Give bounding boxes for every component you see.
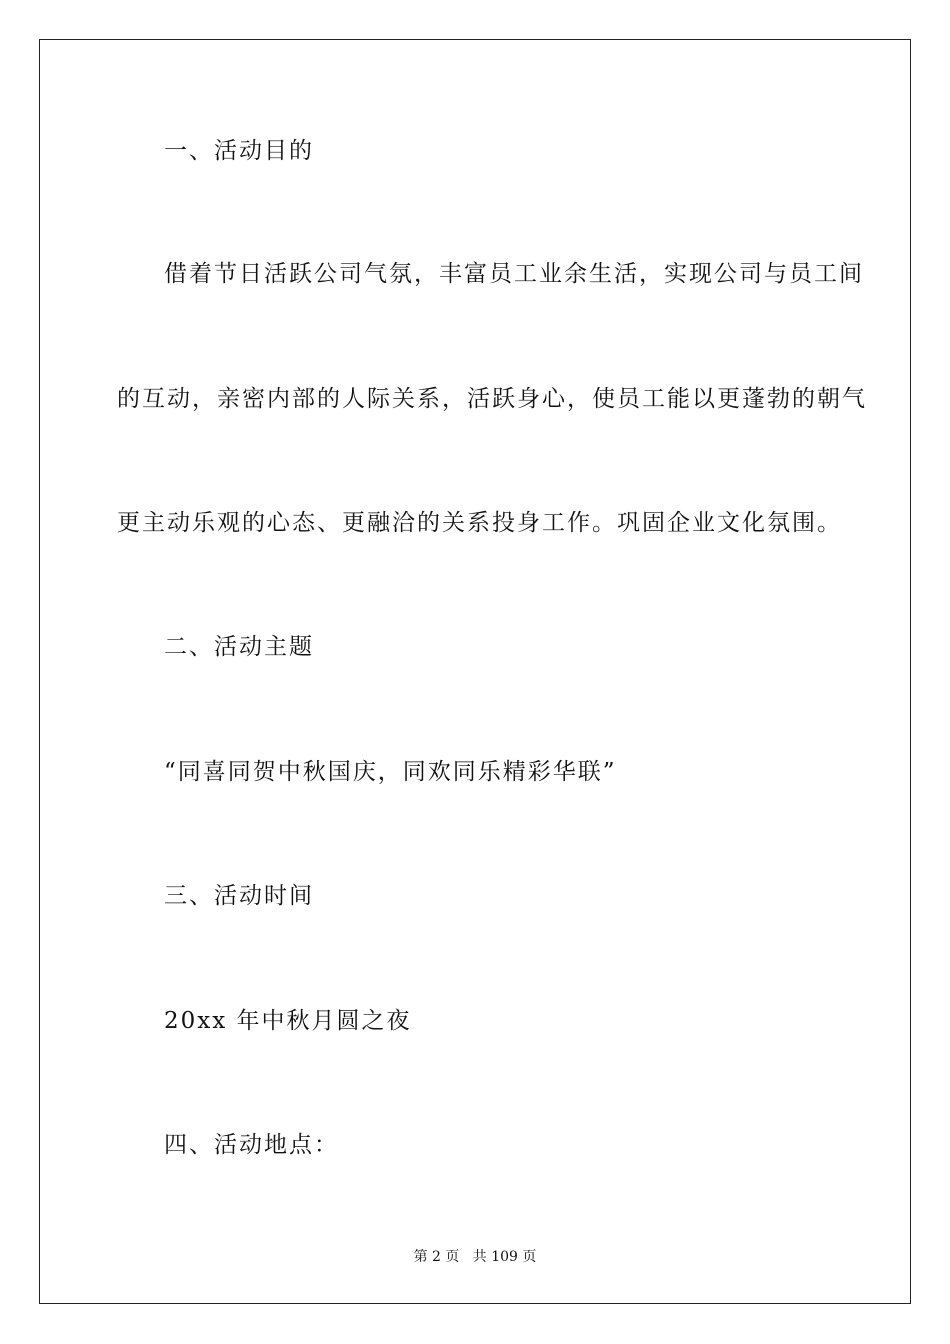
section3-heading: 三、活动时间: [164, 883, 314, 909]
section2-text: “同喜同贺中秋国庆，同欢同乐精彩华联”: [164, 759, 617, 785]
section1-paragraph-line1: 借着节日活跃公司气氛，丰富员工业余生活，实现公司与员工间: [164, 261, 864, 287]
section1-paragraph-line3: 更主动乐观的心态、更融洽的关系投身工作。巩固企业文化氛围。: [117, 510, 842, 536]
page-border: [39, 39, 911, 1304]
section3-text: 20xx 年中秋月圆之夜: [164, 1008, 412, 1034]
section1-heading: 一、活动目的: [164, 138, 314, 164]
section2-heading: 二、活动主题: [164, 634, 314, 660]
section1-paragraph-line2: 的互动，亲密内部的人际关系，活跃身心，使员工能以更蓬勃的朝气: [117, 386, 867, 412]
page-number-footer: 第 2 页 共 109 页: [413, 1249, 537, 1265]
section4-heading: 四、活动地点：: [164, 1132, 339, 1158]
